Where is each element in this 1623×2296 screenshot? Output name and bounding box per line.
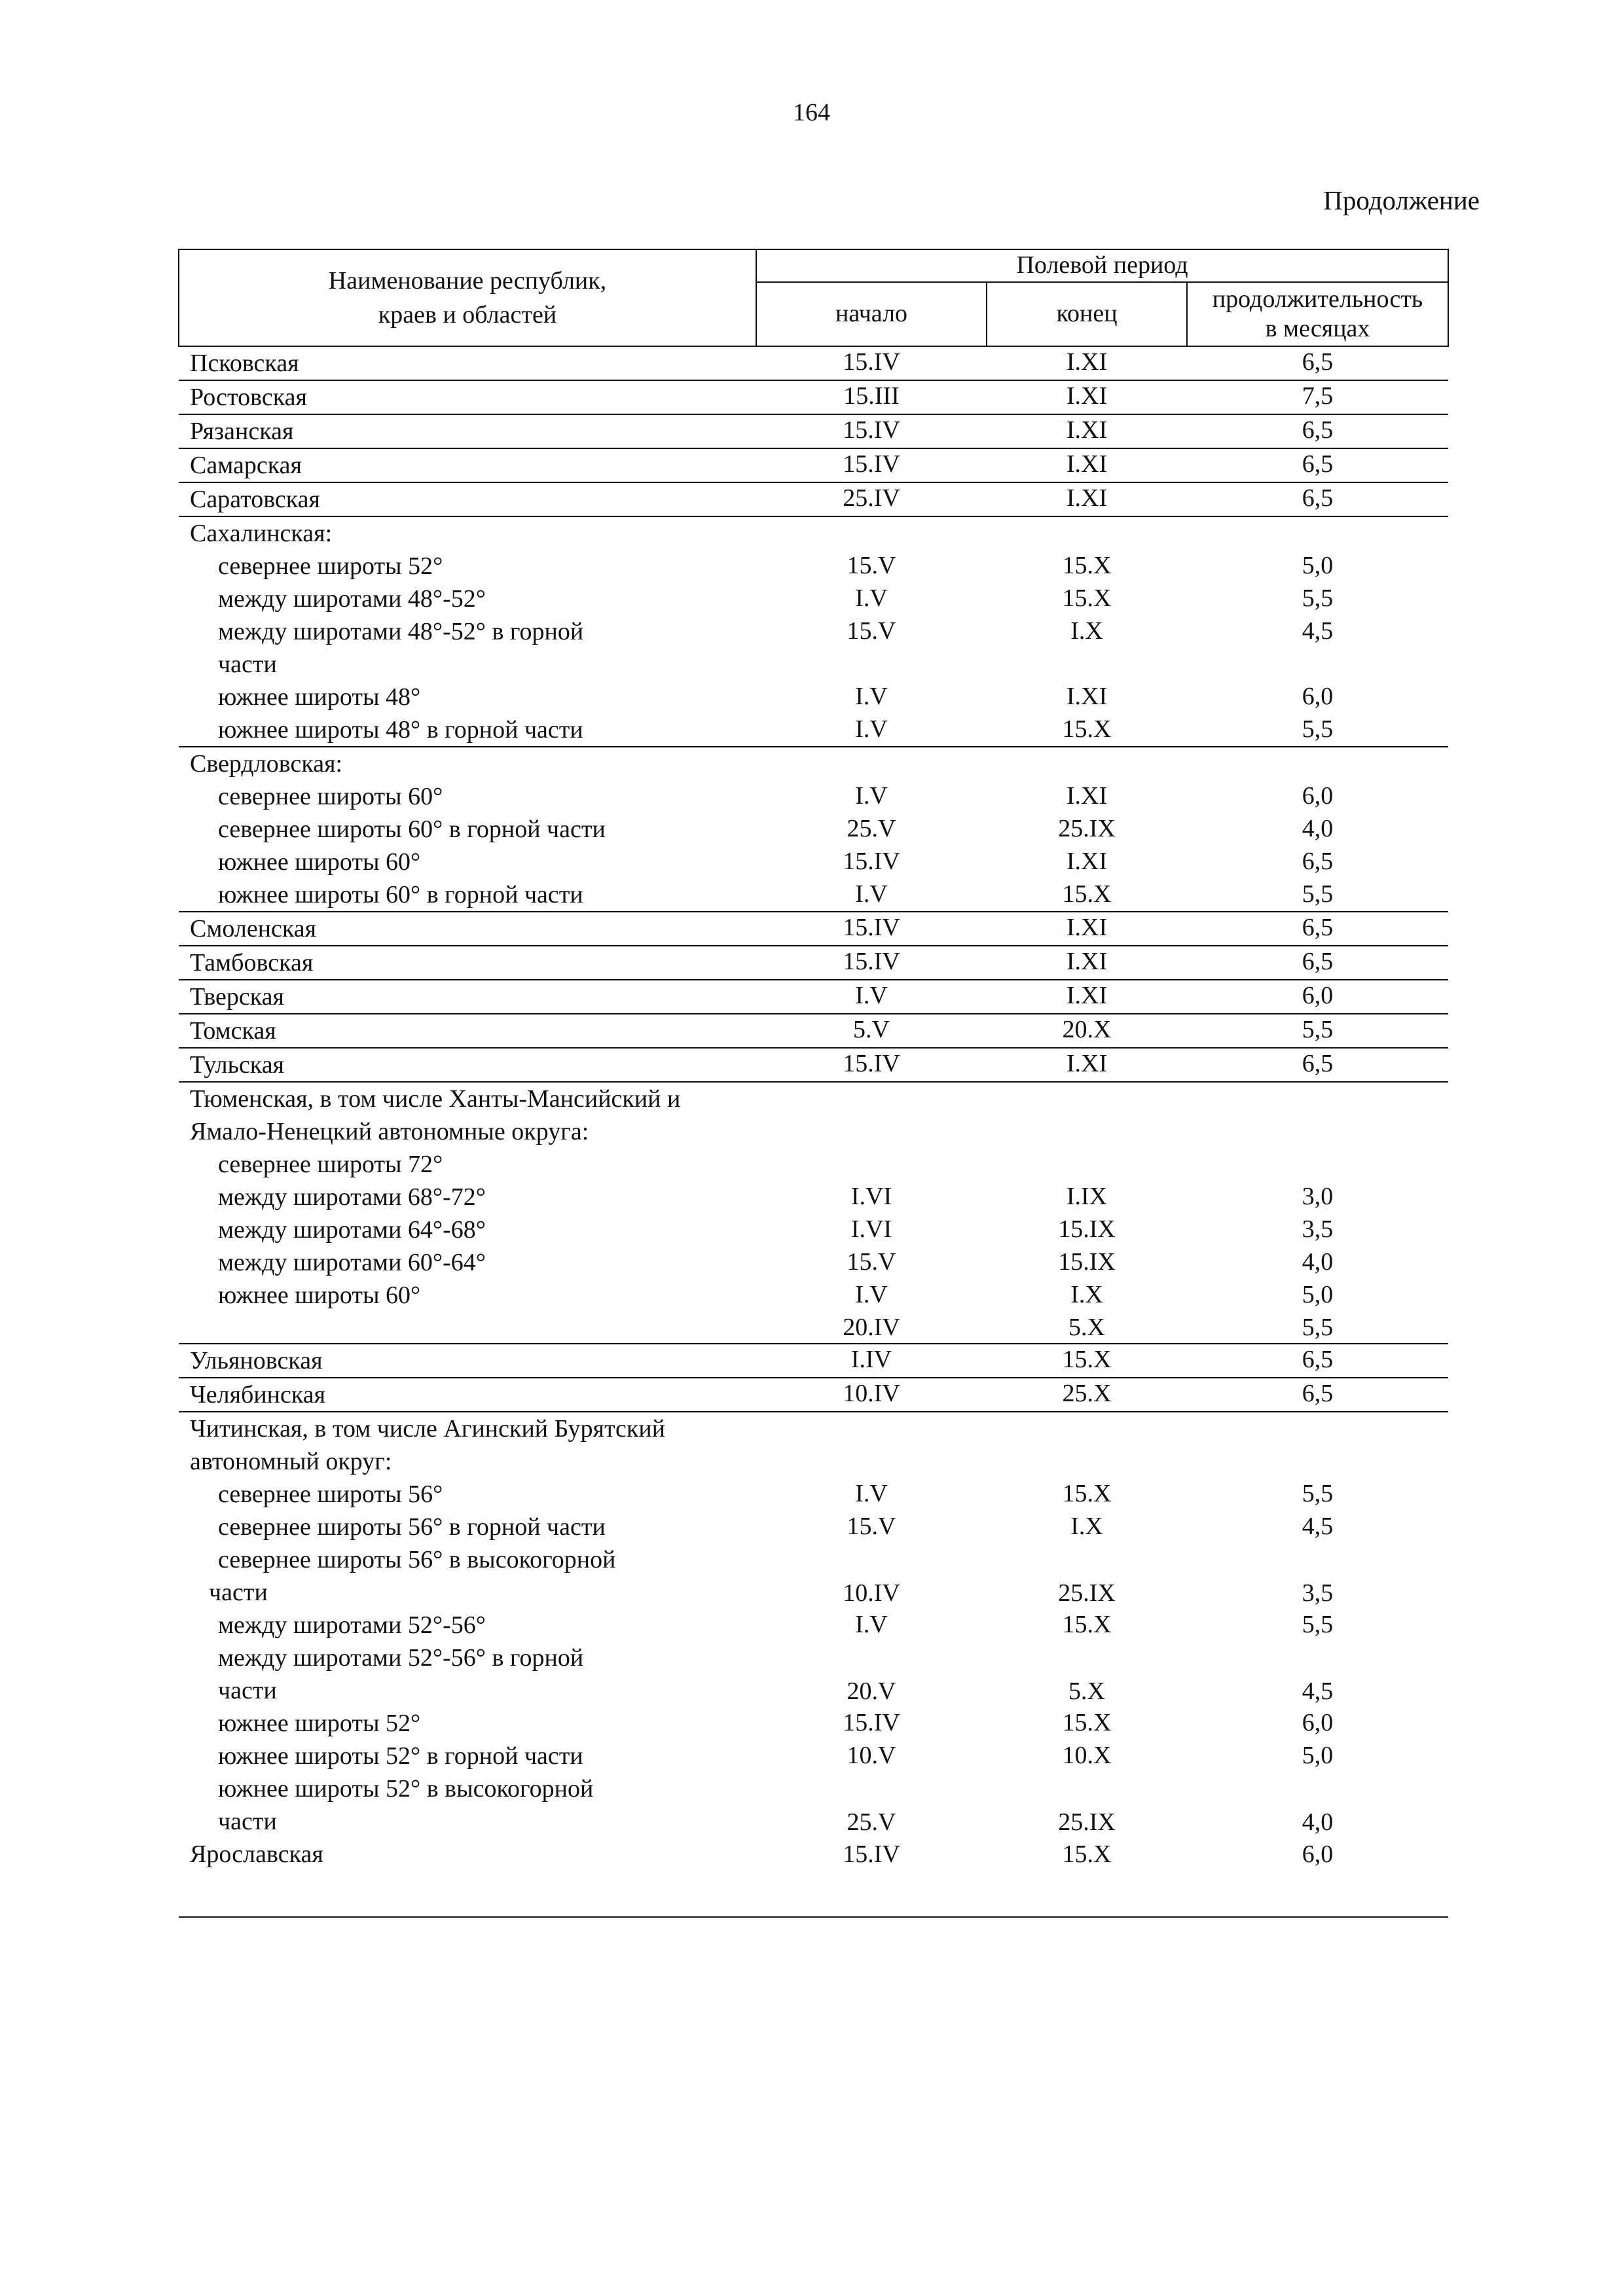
start-value: 25.V xyxy=(847,1808,896,1836)
subregion-name: южнее широты 48° в горной части xyxy=(179,713,756,747)
end-value: I.XI xyxy=(1066,782,1108,810)
table-row xyxy=(179,1213,1448,1246)
table-row xyxy=(179,1014,1448,1048)
header-duration-line1: продолжительность xyxy=(1212,285,1423,313)
region-name: Томская xyxy=(179,1014,756,1048)
subregion-name: южнее широты 60° xyxy=(218,1282,421,1309)
start-value: I.VI xyxy=(850,1215,892,1243)
duration-value: 5,0 xyxy=(1302,552,1334,579)
subregion-name: севернее широты 72° xyxy=(218,1151,443,1178)
table-row xyxy=(179,1181,1448,1213)
table-row xyxy=(179,780,1448,813)
start-value: 15.IV xyxy=(756,946,987,980)
table-row xyxy=(179,1148,1448,1181)
start-value: I.VI xyxy=(850,1183,892,1210)
region-name: Тверская xyxy=(179,980,756,1014)
table-end-spacer xyxy=(179,1871,1448,1917)
duration-value: 6,5 xyxy=(1302,848,1334,875)
duration-value: 5,0 xyxy=(1302,1281,1334,1308)
subregion-name-line2: части xyxy=(209,1579,268,1606)
field-period-table xyxy=(178,249,1449,1918)
table-row xyxy=(179,846,1448,878)
end-value: 15.X xyxy=(987,878,1187,912)
region-name-line2: автономный округ: xyxy=(190,1448,392,1475)
header-period: Полевой период xyxy=(756,249,1448,282)
start-value: I.V xyxy=(855,1480,888,1507)
table-row xyxy=(179,747,1448,780)
subregion-name xyxy=(179,1543,756,1609)
end-value: I.XI xyxy=(987,346,1187,380)
end-value: 25.X xyxy=(987,1378,1187,1412)
table-row xyxy=(179,346,1448,380)
end-value: 15.X xyxy=(987,1344,1187,1378)
table-row xyxy=(179,414,1448,448)
start-value: 20.V xyxy=(847,1677,896,1705)
end-value: 15.X xyxy=(1062,1840,1112,1868)
table-row xyxy=(179,1279,1448,1312)
table-row xyxy=(179,550,1448,583)
duration-value: 6,5 xyxy=(1187,346,1448,380)
table-row xyxy=(179,1082,1448,1148)
end-value: 15.X xyxy=(1062,1611,1112,1638)
table-row xyxy=(179,946,1448,980)
region-name: Тульская xyxy=(179,1048,756,1082)
duration-value: 6,5 xyxy=(1187,1344,1448,1378)
end-value: I.XI xyxy=(987,448,1187,482)
duration-value: 6,5 xyxy=(1187,448,1448,482)
table-row xyxy=(179,713,1448,747)
region-name: Ульяновская xyxy=(179,1344,756,1378)
start-value: 5.V xyxy=(756,1014,987,1048)
start-value: I.V xyxy=(756,980,987,1014)
end-value: 15.IX xyxy=(1058,1215,1116,1243)
start-value: 15.IV xyxy=(843,1840,900,1868)
subregion-name-line2: части xyxy=(218,651,277,678)
end-value: 15.X xyxy=(1062,1480,1112,1507)
table-row xyxy=(179,1641,1448,1707)
table-row xyxy=(179,482,1448,516)
end-value: I.XI xyxy=(987,414,1187,448)
end-value: 20.X xyxy=(987,1014,1187,1048)
subregion-name-line1: между широтами 52°-56° в горной xyxy=(218,1644,584,1672)
subregion-name: южнее широты 48° xyxy=(218,683,421,711)
subregion-name: севернее широты 52° xyxy=(218,552,443,580)
duration-value: 5,0 xyxy=(1302,1742,1334,1769)
start-value: 25.IV xyxy=(756,482,987,516)
table-row xyxy=(179,1378,1448,1412)
region-name: Тамбовская xyxy=(179,946,756,980)
end-value: 10.X xyxy=(1062,1742,1112,1769)
duration-value: 5,5 xyxy=(1187,878,1448,912)
duration-value: 7,5 xyxy=(1187,380,1448,414)
start-value: 15.IV xyxy=(843,848,900,875)
table-row xyxy=(179,912,1448,946)
end-value: I.XI xyxy=(987,946,1187,980)
duration-value: 4,5 xyxy=(1302,617,1334,645)
start-value: 10.IV xyxy=(756,1378,987,1412)
subregion-name: южнее широты 52° в горной части xyxy=(218,1742,583,1770)
region-name: Саратовская xyxy=(179,482,756,516)
duration-value: 5,5 xyxy=(1187,713,1448,747)
end-value: 15.IX xyxy=(1058,1248,1116,1276)
table-row xyxy=(179,1707,1448,1740)
region-name-line1: Тюменская, в том числе Ханты-Мансийский и xyxy=(190,1085,681,1113)
duration-value: 6,0 xyxy=(1302,1840,1334,1868)
start-value: 15.V xyxy=(847,552,896,579)
header-name-line2: краев и областей xyxy=(378,301,557,329)
start-value: 10.IV xyxy=(843,1579,900,1607)
start-value: 15.IV xyxy=(756,448,987,482)
subregion-name xyxy=(179,1641,756,1707)
region-name-line2: Ямало-Ненецкий автономные округа: xyxy=(190,1118,589,1145)
subregion-name: южнее широты 60° в горной части xyxy=(179,878,756,912)
duration-value: 6,5 xyxy=(1187,1048,1448,1082)
start-value: 15.IV xyxy=(756,1048,987,1082)
duration-value: 5,5 xyxy=(1187,1312,1448,1344)
table-row xyxy=(179,1772,1448,1838)
table-row xyxy=(179,1740,1448,1772)
subregion-name xyxy=(179,1772,756,1838)
start-value: 15.IV xyxy=(756,912,987,946)
end-value: I.XI xyxy=(987,1048,1187,1082)
region-name: Псковская xyxy=(179,346,756,380)
table-row xyxy=(179,1048,1448,1082)
subregion-name-line2: части xyxy=(218,1677,277,1704)
start-value: I.V xyxy=(756,713,987,747)
duration-value: 6,0 xyxy=(1302,782,1334,810)
subregion-name: севернее широты 56° в горной части xyxy=(218,1513,606,1541)
start-value: I.V xyxy=(855,1281,888,1308)
header-duration xyxy=(1187,282,1448,346)
table-row xyxy=(179,1838,1448,1871)
start-value: 15.IV xyxy=(756,414,987,448)
region-name: Сахалинская: xyxy=(190,520,333,547)
table-row xyxy=(179,583,1448,615)
subregion-name-line1: севернее широты 56° в высокогорной xyxy=(218,1546,616,1573)
duration-value: 6,0 xyxy=(1187,980,1448,1014)
region-name xyxy=(179,1412,756,1478)
end-value: 15.X xyxy=(1062,584,1112,612)
header-duration-line2: в месяцах xyxy=(1265,315,1370,342)
table-row xyxy=(179,1511,1448,1543)
duration-value: 4,5 xyxy=(1302,1513,1334,1540)
end-value: 5.X xyxy=(987,1312,1187,1344)
table-row xyxy=(179,380,1448,414)
table-row xyxy=(179,1478,1448,1511)
end-value: I.X xyxy=(1070,617,1103,645)
page-number: 164 xyxy=(793,99,830,126)
table-row xyxy=(179,1312,1448,1344)
region-name: Рязанская xyxy=(179,414,756,448)
subregion-name-line2: части xyxy=(218,1808,277,1835)
end-value: 15.X xyxy=(1062,552,1112,579)
table-row xyxy=(179,615,1448,681)
subregion-name: между широтами 64°-68° xyxy=(218,1216,486,1244)
header-end: конец xyxy=(987,282,1187,346)
start-value: I.V xyxy=(855,584,888,612)
end-value: I.XI xyxy=(987,380,1187,414)
table-row xyxy=(179,516,1448,550)
duration-value: 6,5 xyxy=(1187,482,1448,516)
region-name: Ярославская xyxy=(190,1840,323,1868)
table-row xyxy=(179,1543,1448,1609)
start-value: 15.III xyxy=(756,380,987,414)
region-name: Челябинская xyxy=(179,1378,756,1412)
subregion-name: южнее широты 60° xyxy=(218,848,421,876)
region-name-line1: Читинская, в том числе Агинский Бурятский xyxy=(190,1415,666,1443)
end-value: I.IX xyxy=(1066,1183,1108,1210)
region-name: Самарская xyxy=(179,448,756,482)
end-value: 15.X xyxy=(987,713,1187,747)
duration-value: 5,5 xyxy=(1302,1611,1334,1638)
duration-value: 6,5 xyxy=(1187,912,1448,946)
table-row xyxy=(179,448,1448,482)
end-value: I.XI xyxy=(987,912,1187,946)
duration-value: 4,0 xyxy=(1302,815,1334,842)
start-value: I.V xyxy=(855,683,888,710)
start-value: 25.V xyxy=(847,815,896,842)
subregion-name: между широтами 68°-72° xyxy=(218,1183,486,1211)
end-value: 25.IX xyxy=(1058,1579,1116,1607)
subregion-name: между широтами 48°-52° xyxy=(218,585,486,613)
duration-value: 6,0 xyxy=(1302,683,1334,710)
region-name: Ростовская xyxy=(179,380,756,414)
start-value: I.V xyxy=(855,782,888,810)
duration-value: 5,5 xyxy=(1187,1014,1448,1048)
start-value: 15.V xyxy=(847,617,896,645)
subregion-name-line1: южнее широты 52° в высокогорной xyxy=(218,1775,594,1803)
table-row xyxy=(179,1344,1448,1378)
continuation-label: Продолжение xyxy=(1323,185,1480,215)
region-name xyxy=(179,1082,756,1148)
duration-value: 6,5 xyxy=(1187,414,1448,448)
table-row xyxy=(179,681,1448,713)
duration-value: 5,5 xyxy=(1302,584,1334,612)
subregion-name: южнее широты 52° xyxy=(218,1710,421,1737)
table-row xyxy=(179,878,1448,912)
duration-value: 3,0 xyxy=(1302,1183,1334,1210)
subregion-name-line1: между широтами 48°-52° в горной xyxy=(218,618,584,645)
table-row xyxy=(179,1246,1448,1279)
end-value: I.XI xyxy=(987,980,1187,1014)
duration-value: 5,5 xyxy=(1302,1480,1334,1507)
duration-value: 3,5 xyxy=(1302,1579,1334,1607)
table-row xyxy=(179,1609,1448,1641)
end-value: I.XI xyxy=(987,482,1187,516)
duration-value: 6,5 xyxy=(1187,946,1448,980)
end-value: 25.IX xyxy=(1058,1808,1116,1836)
start-value: I.IV xyxy=(756,1344,987,1378)
duration-value: 4,0 xyxy=(1302,1248,1334,1276)
end-value: I.XI xyxy=(1066,848,1108,875)
start-value: 15.IV xyxy=(843,1709,900,1736)
end-value: 25.IX xyxy=(1058,815,1116,842)
end-value: I.XI xyxy=(1066,683,1108,710)
subregion-name xyxy=(179,615,756,681)
start-value: 15.IV xyxy=(756,346,987,380)
header-name-line1: Наименование республик, xyxy=(328,267,607,295)
duration-value: 6,0 xyxy=(1302,1709,1334,1736)
start-value: 15.V xyxy=(847,1513,896,1540)
end-value: 5.X xyxy=(1068,1677,1105,1705)
header-name xyxy=(179,249,756,346)
start-value: I.V xyxy=(756,878,987,912)
region-name: Свердловская: xyxy=(190,750,343,778)
end-value: I.X xyxy=(1070,1281,1103,1308)
subregion-name: севернее широты 60° xyxy=(218,783,443,810)
end-value: I.X xyxy=(1070,1513,1103,1540)
subregion-name: севернее широты 60° в горной части xyxy=(218,816,606,843)
region-name: Смоленская xyxy=(179,912,756,946)
start-value: 15.V xyxy=(847,1248,896,1276)
header-start: начало xyxy=(756,282,987,346)
subregion-name: между широтами 60°-64° xyxy=(218,1249,486,1276)
table-row xyxy=(179,813,1448,846)
table-row xyxy=(179,1412,1448,1478)
duration-value: 4,0 xyxy=(1302,1808,1334,1836)
start-value: 20.IV xyxy=(756,1312,987,1344)
duration-value: 3,5 xyxy=(1302,1215,1334,1243)
start-value: 10.V xyxy=(847,1742,896,1769)
table-row xyxy=(179,980,1448,1014)
end-value: 15.X xyxy=(1062,1709,1112,1736)
subregion-name: севернее широты 56° xyxy=(218,1480,443,1508)
start-value: I.V xyxy=(855,1611,888,1638)
duration-value: 4,5 xyxy=(1302,1677,1334,1705)
duration-value: 6,5 xyxy=(1187,1378,1448,1412)
subregion-name: между широтами 52°-56° xyxy=(218,1611,486,1639)
